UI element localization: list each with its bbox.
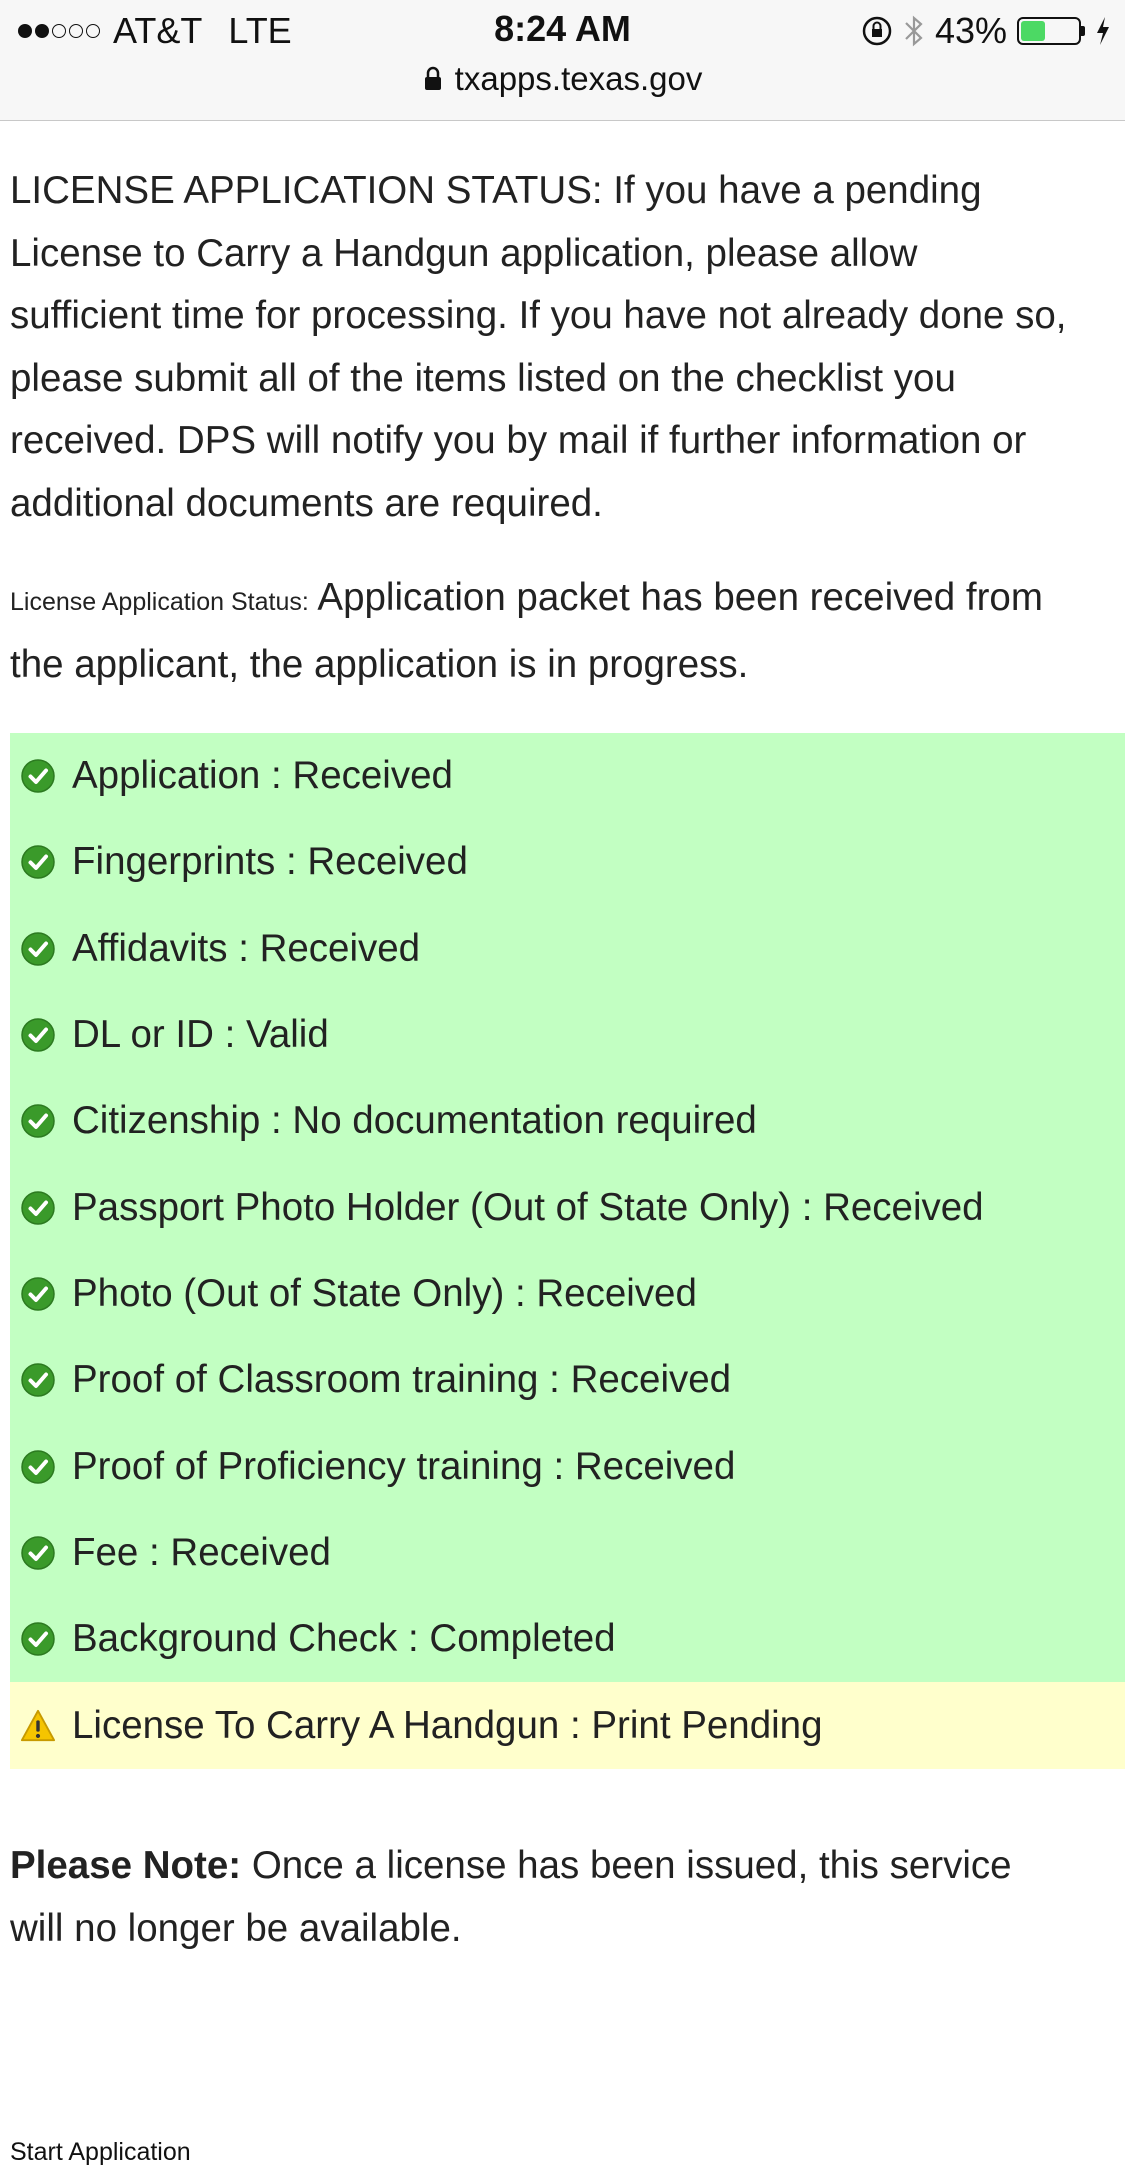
checklist-item bbox=[10, 906, 1125, 992]
status-label: License Application Status: bbox=[10, 588, 309, 616]
checklist-item-text: License To Carry A Handgun : Print Pending bbox=[72, 1703, 823, 1747]
check-icon bbox=[20, 1621, 56, 1657]
battery-percent: 43% bbox=[934, 10, 1007, 51]
checklist-item bbox=[10, 733, 1125, 819]
check-icon bbox=[20, 1535, 56, 1571]
clock: 8:24 AM bbox=[494, 8, 631, 49]
checklist-item bbox=[10, 1423, 1125, 1509]
intro-line: License to Carry a Handgun application, please allow bbox=[10, 231, 918, 275]
battery-level bbox=[1021, 21, 1045, 41]
checklist-item bbox=[10, 992, 1125, 1078]
battery-icon bbox=[1017, 17, 1081, 45]
check-icon bbox=[20, 758, 56, 794]
check-icon bbox=[20, 1103, 56, 1139]
checklist-item-text: Fingerprints : Received bbox=[72, 840, 468, 884]
checklist-item-text: Proof of Classroom training : Received bbox=[72, 1358, 732, 1402]
checklist-item bbox=[10, 1337, 1125, 1423]
checklist-item bbox=[10, 1078, 1125, 1164]
start-application-link[interactable]: Start Application bbox=[10, 2138, 191, 2166]
check-icon bbox=[20, 844, 56, 880]
check-icon bbox=[20, 1276, 56, 1312]
checklist-item-text: Citizenship : No documentation required bbox=[72, 1099, 757, 1143]
intro-line: sufficient time for processing. If you have not already done so, bbox=[10, 294, 1067, 337]
charging-bolt-icon bbox=[1095, 16, 1111, 46]
note-text: Once a license has been issued, this service bbox=[251, 1844, 1012, 1887]
note-label: Please Note: bbox=[10, 1844, 242, 1887]
intro-line: LICENSE APPLICATION STATUS: If you have a pending bbox=[10, 169, 982, 212]
checklist-item-pending bbox=[10, 1682, 1125, 1769]
bluetooth-icon bbox=[903, 14, 925, 48]
intro-line: please submit all of the items listed on the checklist you bbox=[10, 356, 956, 400]
intro-paragraph bbox=[10, 160, 1125, 535]
url-bar[interactable] bbox=[0, 60, 1125, 98]
checklist-item-text: Fee : Received bbox=[72, 1530, 331, 1574]
rotation-lock-icon bbox=[861, 15, 893, 47]
warning-icon bbox=[20, 1708, 56, 1744]
checklist-item-text: Affidavits : Received bbox=[72, 926, 421, 970]
checklist-item bbox=[10, 1510, 1125, 1596]
checklist-item-text: Background Check : Completed bbox=[72, 1617, 616, 1661]
carrier-name: AT&T bbox=[113, 10, 203, 51]
url-text: txapps.texas.gov bbox=[454, 60, 703, 97]
check-icon bbox=[20, 1190, 56, 1226]
checklist-item-text: Passport Photo Holder (Out of State Only) : Received bbox=[72, 1185, 984, 1229]
lock-icon bbox=[423, 66, 443, 92]
network-type: LTE bbox=[228, 10, 292, 51]
application-status bbox=[10, 567, 1125, 696]
checklist-item-text: Proof of Proficiency training : Received bbox=[72, 1444, 736, 1488]
status-bar-right bbox=[851, 10, 1111, 52]
checklist-item bbox=[10, 819, 1125, 905]
checklist-item bbox=[10, 1251, 1125, 1337]
status-text: the applicant, the application is in progress. bbox=[10, 642, 749, 686]
checklist-item-text: Application : Received bbox=[72, 754, 453, 798]
status-text: Application packet has been received from bbox=[317, 576, 1043, 619]
check-icon bbox=[20, 931, 56, 967]
page-content bbox=[10, 160, 1125, 2166]
please-note bbox=[10, 1835, 1125, 1960]
check-icon bbox=[20, 1362, 56, 1398]
note-text: will no longer be available. bbox=[10, 1906, 462, 1950]
check-icon bbox=[20, 1449, 56, 1485]
battery-tip bbox=[1081, 26, 1085, 36]
checklist-item-text: Photo (Out of State Only) : Received bbox=[72, 1271, 697, 1315]
checklist-item-text: DL or ID : Valid bbox=[72, 1013, 329, 1057]
status-bar bbox=[0, 0, 1125, 121]
check-icon bbox=[20, 1017, 56, 1053]
checklist-item bbox=[10, 1596, 1125, 1682]
intro-line: additional documents are required. bbox=[10, 481, 603, 525]
checklist-item bbox=[10, 1164, 1125, 1250]
intro-line: received. DPS will notify you by mail if further information or bbox=[10, 419, 1027, 462]
status-checklist bbox=[10, 733, 1125, 1769]
